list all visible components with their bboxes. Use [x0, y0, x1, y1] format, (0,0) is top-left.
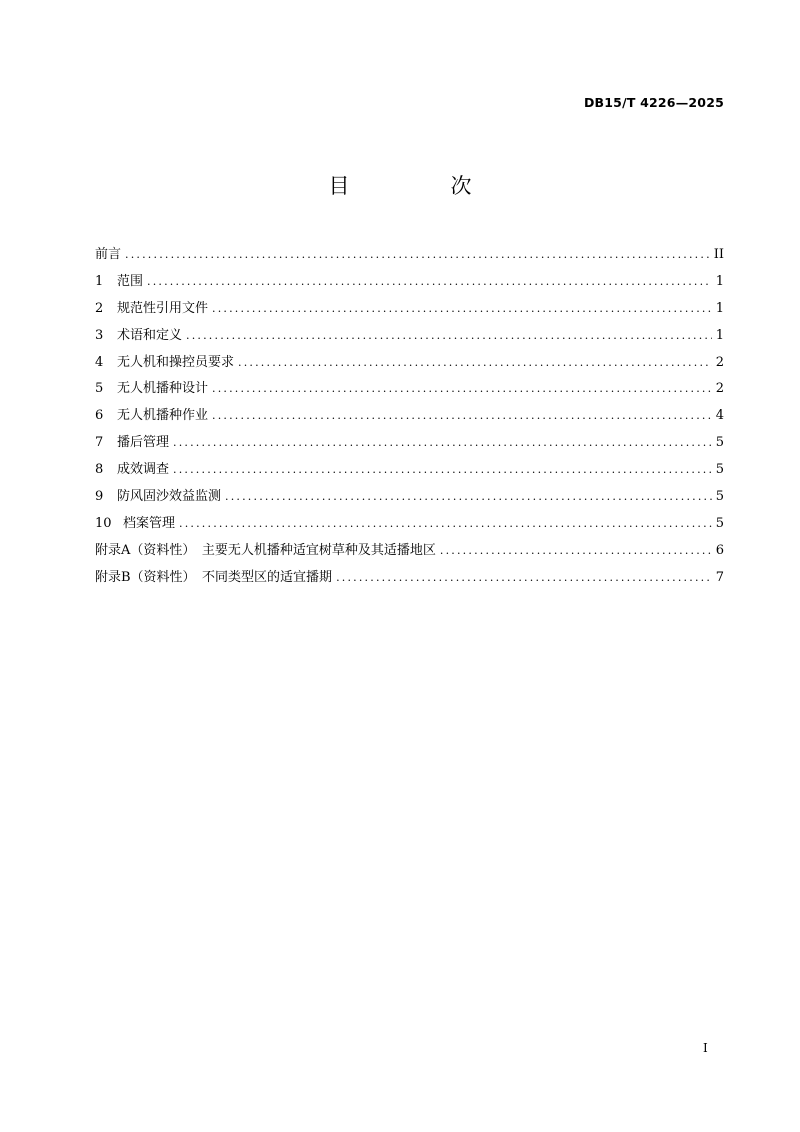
toc-entry-label: 附录B（资料性） 不同类型区的适宜播期	[95, 569, 333, 585]
page-number: I	[703, 1041, 708, 1055]
toc-entry-page: 4	[715, 408, 724, 424]
toc-entry-label-wrap	[95, 431, 169, 450]
toc-entry-page: 1	[715, 273, 724, 289]
toc-entry-2[interactable]	[95, 297, 724, 324]
toc-entry-label-wrap	[95, 485, 221, 504]
toc-entry-label-wrap	[95, 297, 208, 316]
toc-entry-label-wrap	[95, 404, 208, 423]
dot-leader	[212, 382, 712, 395]
dot-leader	[212, 302, 712, 315]
toc-entry-page: 1	[715, 300, 724, 316]
table-of-contents	[95, 243, 724, 593]
toc-entry-label: 前言	[95, 247, 122, 262]
toc-entry-number: 7	[95, 435, 104, 451]
toc-entry-label: 规范性引用文件	[117, 300, 209, 316]
toc-entry-appendix-b[interactable]	[95, 566, 724, 593]
toc-entry-label: 无人机播种作业	[117, 408, 209, 424]
toc-entry-foreword[interactable]	[95, 243, 724, 270]
dot-leader	[225, 490, 712, 503]
toc-entry-page: 6	[715, 542, 724, 558]
toc-entry-7[interactable]	[95, 431, 724, 458]
dot-leader	[336, 571, 712, 584]
dot-leader	[186, 329, 712, 342]
dot-leader	[173, 436, 712, 449]
toc-entry-label: 附录A（资料性） 主要无人机播种适宜树草种及其适播地区	[95, 542, 436, 558]
toc-entry-number: 4	[95, 354, 104, 370]
toc-entry-label-wrap	[95, 351, 234, 370]
dot-leader	[125, 248, 710, 261]
toc-entry-label: 播后管理	[117, 435, 170, 451]
toc-entry-label: 成效调查	[117, 462, 170, 478]
toc-entry-label: 术语和定义	[117, 327, 183, 343]
toc-entry-10[interactable]	[95, 512, 724, 539]
toc-entry-label: 防风固沙效益监测	[117, 489, 222, 505]
toc-entry-page: 2	[715, 381, 724, 397]
dot-leader	[173, 463, 712, 476]
toc-entry-label-wrap	[95, 458, 169, 477]
toc-entry-page: 5	[715, 462, 724, 478]
toc-entry-6[interactable]	[95, 404, 724, 431]
dot-leader	[212, 409, 712, 422]
toc-entry-label-wrap	[95, 270, 143, 289]
toc-entry-page: 5	[715, 515, 724, 531]
toc-entry-label-wrap	[95, 377, 208, 396]
toc-entry-label: 无人机播种设计	[117, 381, 209, 397]
toc-entry-page: 7	[715, 569, 724, 585]
toc-entry-number: 2	[95, 300, 104, 316]
toc-entry-5[interactable]	[95, 377, 724, 404]
toc-entry-8[interactable]	[95, 458, 724, 485]
dot-leader	[440, 544, 712, 557]
standard-code: DB15/T 4226—2025	[583, 95, 724, 110]
toc-entry-number: 1	[95, 273, 104, 289]
toc-entry-page: 2	[715, 354, 724, 370]
dot-leader	[238, 356, 712, 369]
toc-entry-label-wrap	[95, 324, 182, 343]
toc-entry-3[interactable]	[95, 324, 724, 351]
toc-entry-number: 5	[95, 381, 104, 397]
toc-entry-number: 8	[95, 462, 104, 478]
toc-entry-page: II	[713, 247, 724, 262]
toc-entry-number: 3	[95, 327, 104, 343]
toc-entry-number: 6	[95, 408, 104, 424]
toc-entry-page: 1	[715, 327, 724, 343]
toc-entry-number: 10	[95, 515, 112, 531]
dot-leader	[147, 275, 712, 288]
toc-entry-number: 9	[95, 489, 104, 505]
toc-entry-appendix-a[interactable]	[95, 539, 724, 566]
toc-entry-9[interactable]	[95, 485, 724, 512]
toc-entry-label-wrap	[95, 512, 175, 531]
toc-entry-label: 范围	[117, 273, 144, 289]
toc-entry-label: 档案管理	[123, 515, 176, 531]
toc-entry-4[interactable]	[95, 351, 724, 378]
toc-entry-page: 5	[715, 489, 724, 505]
dot-leader	[179, 517, 712, 530]
toc-entry-page: 5	[715, 435, 724, 451]
toc-entry-label: 无人机和操控员要求	[117, 354, 235, 370]
toc-entry-1[interactable]	[95, 270, 724, 297]
page-title: 目 次	[328, 174, 512, 198]
